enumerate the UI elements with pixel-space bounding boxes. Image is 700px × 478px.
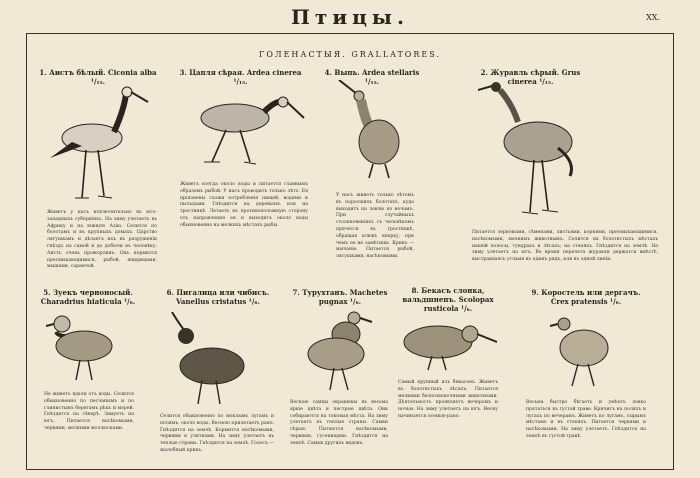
crane-illustration: [478, 82, 588, 222]
caption-corncrake: 9. Коростель или дергачъ. Crex pratensis ¹/₆.: [531, 288, 641, 306]
text-crane: Питается зерновыми, сѣменами, листьями, корнями, пресмыкающимися, насѣкомыми, мелкимъ животнымъ. Селится на болотистыхъ мѣстахъ нашей полосы, тундрахъ и лѣсахъ; на степяхъ. Гнѣздится на землѣ. На зиму улетаетъ на югъ. Во время перелета журавли держатся вмѣстѣ, выстраиваясь углами въ одинъ рядъ, или въ одной линіи.: [472, 230, 658, 263]
text-lapwing: Селится обыкновенно по моклымъ лугамъ и полямъ, около воды. Весною прилетаетъ рано. Гнѣздится на землѣ. Кормится насѣкомыми, червями и улитками. На зиму улетаетъ въ теплые страны. Гнѣздится на землѣ. Голосъ — жалобный крикъ.: [160, 414, 274, 453]
heron-illustration: [190, 90, 310, 172]
caption-heron: 3. Цапля сѣрая. Ardea cinerea ¹/₁₅.: [179, 68, 302, 86]
woodcock-illustration: [398, 312, 498, 372]
text-plover: Не живетъ вдали отъ воды. Селится обыкновенно по песчанымъ и по глинистымъ берегамъ рѣкъ и морей. Гнѣздится на сѣверѣ. Зимуетъ на югъ. Питается насѣкомыми, червями, мелкими моллюсками.: [44, 392, 134, 431]
caption-plover: 5. Зуекъ черноносый. Charadrius hiaticula ¹/₆.: [40, 288, 136, 306]
stork-illustration: [42, 80, 152, 208]
section-heading: ГОЛЕНАСТЫЯ. GRALLATORES.: [259, 50, 441, 59]
text-ruff: Весною самцы окрашены въ весьма яркіе цвѣта и пестрые цвѣта. Они собираются на токовыя мѣста. На зиму улетаетъ въ теплые страны. Самки сѣрыя. Питаются насѣкомыми, червями, гусеницами. Гнѣздится на землѣ. Самки другихъ видовъ.: [290, 400, 388, 446]
caption-lapwing: 6. Пигалица или чибисъ. Vanellus cristatus ¹/₆.: [166, 288, 270, 306]
caption-stork: 1. Аистъ бѣлый. Ciconia alba ¹/₁₅.: [39, 68, 157, 86]
text-stork: Живетъ у насъ исключительно въ юго-западныхъ губерніяхъ. На зиму улетаетъ въ Африку и на южную Азію. Селится по болотамъ и въ крупныхъ домахъ. Царство лягушкамъ и дѣлаетъ ихъ въ разрушеніи гнѣздъ на самой и до добычи въ человѣку. Аистъ очень прожорливъ. Онъ кормится пресмыкающимися, рыбой, ящерицами, мышами, саранчой.: [47, 210, 157, 270]
page-title: Птицы.: [291, 5, 409, 29]
caption-crane: 2. Журавль сѣрый. Grus cinerea ¹/₁₅.: [480, 68, 581, 86]
lapwing-illustration: [168, 312, 260, 408]
text-corncrake: Весьма быстро бѣгаетъ и умѣетъ ловко прятаться въ густой траве. Кричитъ на поляхъ и лугахъ по вечерамъ. Живетъ по лугамъ, сырымъ мѣстамъ и въ степяхъ. Питается червями и насѣкомыми. На зиму улетаетъ. Гнѣздится на землѣ въ густой травѣ.: [526, 400, 646, 439]
caption-woodcock: 8. Бекасъ слонка, вальдшнепъ. Scolopax rusticola ¹/₆.: [402, 286, 494, 313]
corncrake-illustration: [548, 310, 624, 390]
ruff-illustration: [302, 304, 382, 396]
text-heron: Живетъ всегда около воды и питается главнымъ образомъ рыбой. У насъ проводитъ только лѣто. Ея пріязнены схожи потребленія пищей, водами и пыльцами. Гнѣздится на деревьяхъ или на тростникѣ. Летаетъ въ противоположную сторону отъ направления ея и выходитъ около воды обыкновенно на мелкихъ мѣстахъ рыбы.: [180, 182, 308, 228]
text-bittern: У насъ живетъ только лѣтомъ въ поросшихъ болотахъ, куда выходитъ на ловлю по ночамъ. При случайныхъ столкновеніяхъ съ человѣкомъ прячется въ тростникѣ, обращая клювъ кверху, при чемъ ее не замѣтишь. Крикъ — мычаніе. Питается рыбой, лягушками, насѣкомыми.: [336, 193, 414, 260]
bittern-illustration: [335, 80, 407, 182]
caption-ruff: 7. Турухтанъ. Machetes pugnax ¹/₆.: [292, 288, 388, 306]
plover-illustration: [44, 310, 120, 386]
text-woodcock: Самый крупный изъ бекасовъ. Живетъ въ болотистыхъ лѣсахъ. Питается мелкими безпозвоночными животными. Дѣятельность проявляетъ вечеромъ и ночью. На зиму улетаетъ на югъ. Весну начинается осенью-рано.: [398, 380, 498, 419]
page-number: XX.: [646, 13, 660, 22]
caption-bittern: 4. Выпь. Ardea stellaris ¹/₁₅.: [324, 68, 420, 86]
